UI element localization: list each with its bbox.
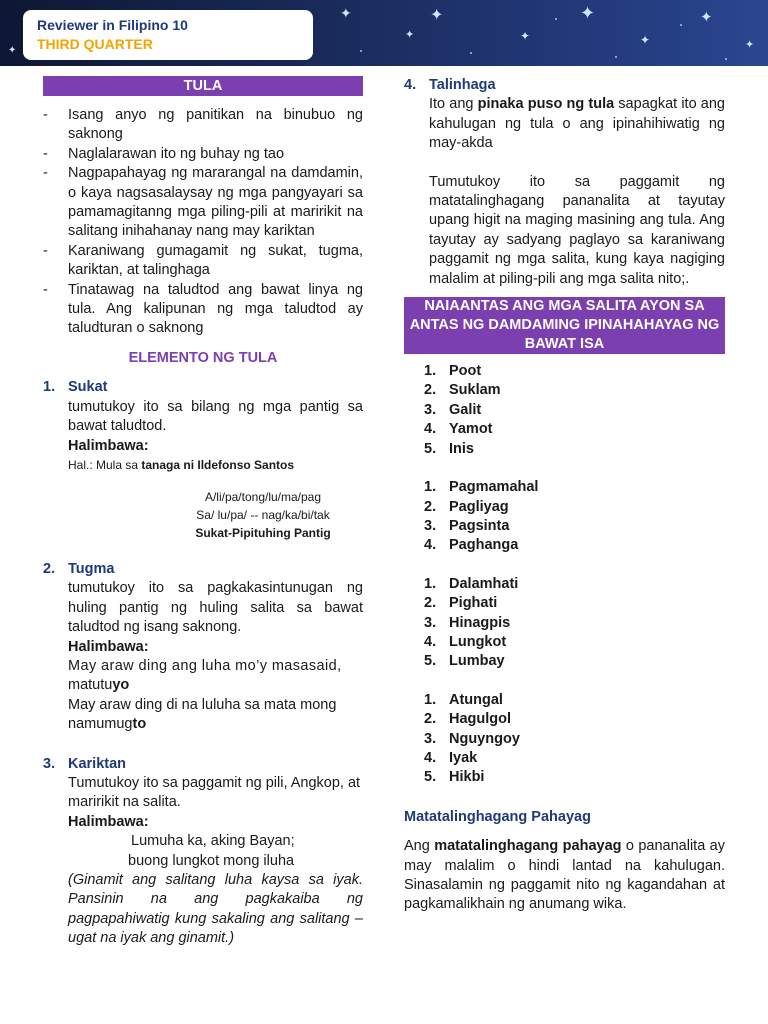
talinhaga-p1-start: Ito ang <box>429 96 478 113</box>
tugma-heading <box>43 560 363 579</box>
halimbawa-label: Halimbawa: <box>68 437 149 454</box>
talinhaga-p1 <box>404 95 725 153</box>
right-column <box>404 76 725 915</box>
sukat-line-3: Sukat-Pipituhing Pantig <box>195 525 331 540</box>
tugma-rhyme-2: to <box>132 716 147 733</box>
document-title: Reviewer in Filipino 10 <box>37 17 188 33</box>
bullet-item: - Naglalarawan ito ng buhay ng tao <box>43 145 363 164</box>
quarter-label: THIRD QUARTER <box>37 36 153 52</box>
mat-start: Ang <box>404 838 435 855</box>
list-item: 3. Galit <box>424 401 482 418</box>
bullet-item: - Isang anyo ng panitikan na binubuo ng saknong <box>43 106 363 145</box>
star-icon: ✦ <box>640 33 651 47</box>
emotion-group-2 <box>404 478 725 556</box>
list-item: 2. Hagulgol <box>424 711 512 728</box>
item-title: Tugma <box>68 560 115 577</box>
star-icon: ✦ <box>745 39 755 51</box>
sukat-line-1: A/li/pa/tong/lu/ma/pag <box>204 489 322 504</box>
kariktan-note: (Ginamit ang salitang luha kaysa sa iyak. Pansinin na ang pagkakaiba ng pagpapahiwatig kung sakaling ang salitang –ugat na iyak ang ginamit.) <box>68 872 363 947</box>
star-dot <box>555 18 557 20</box>
tugma-text: tumutukoy ito sa pagkakasintunugan ng huling pantig ng huling salita sa bawat taludtod ng isang saknong. <box>68 580 363 636</box>
antas-heading: NAIAANTAS ANG MGA SALITA AYON SA ANTAS NG DAMDAMING IPINAHAHAYAG NG BAWAT ISA <box>404 297 725 354</box>
talinhaga-p1-end: sapagkat ito ang kahulugan ng tula o ang ipinahihiwatig ng may-akda <box>429 96 725 152</box>
star-icon: ✦ <box>520 29 531 43</box>
star-dot <box>725 58 727 60</box>
talinhaga-heading <box>404 76 725 95</box>
list-item: 4. Paghanga <box>424 537 519 554</box>
tugma-example-1b <box>43 676 363 695</box>
sukat-section <box>43 378 363 542</box>
item-number: 3. <box>43 755 56 772</box>
star-dot <box>615 56 617 58</box>
title-card <box>23 10 313 60</box>
emotion-lists <box>404 362 725 788</box>
kariktan-heading <box>43 755 363 774</box>
talinhaga-section <box>404 76 725 289</box>
item-title: Kariktan <box>68 755 127 772</box>
kariktan-text: Tumutukoy ito sa paggamit ng pili, Angkop, at maririkit na salita. <box>68 774 361 811</box>
star-icon: ✦ <box>430 7 444 24</box>
item-number: 4. <box>404 77 417 93</box>
emotion-group-1 <box>404 362 725 459</box>
mat-emphasis: matatalinghagang pahayag <box>434 838 622 855</box>
elemento-heading: ELEMENTO NG TULA <box>128 349 278 366</box>
star-icon: ✦ <box>8 45 17 56</box>
item-title: Sukat <box>68 379 108 396</box>
star-icon: ✦ <box>700 9 713 26</box>
emotion-group-4 <box>404 691 725 788</box>
list-item: 1. Dalamhati <box>424 575 519 592</box>
matalinghaga-heading: Matatalinghagang Pahayag <box>404 808 591 825</box>
star-dot <box>360 50 362 52</box>
emotion-group-3 <box>404 575 725 672</box>
list-item: 1. Pagmamahal <box>424 479 539 496</box>
list-item: 2. Pighati <box>424 595 498 612</box>
tugma-ex1b-text: matutu <box>68 677 113 694</box>
item-title: Talinhaga <box>429 77 496 93</box>
tugma-section <box>43 560 363 735</box>
list-item: 2. Pagliyag <box>424 498 509 515</box>
list-item: 3. Hinagpis <box>424 614 511 631</box>
list-item: 2. Suklam <box>424 382 501 399</box>
list-item: 1. Atungal <box>424 691 503 708</box>
left-column <box>43 76 363 949</box>
matalinghaga-text <box>404 837 725 915</box>
talinhaga-p1-emphasis: pinaka puso ng tula <box>477 96 615 113</box>
sukat-heading <box>43 378 363 397</box>
kariktan-section <box>43 755 363 949</box>
tula-bullets <box>43 106 363 339</box>
sukat-line-2: Sa/ lu/pa/ -- nag/ka/bi/tak <box>196 507 330 522</box>
list-item: 3. Nguyngoy <box>424 730 520 747</box>
halimbawa-label: Halimbawa: <box>68 813 149 830</box>
list-item: 5. Lumbay <box>424 653 505 670</box>
hal-prefix: Hal.: Mula sa <box>68 457 142 472</box>
tugma-rhyme-1: yo <box>112 677 130 694</box>
tugma-example-2a: May araw ding di na luluha sa mata mong <box>68 696 337 713</box>
bullet-item: - Karaniwang gumagamit ng sukat, tugma, kariktan, at talinghaga <box>43 242 363 281</box>
header-banner <box>0 0 768 66</box>
hal-source-name: tanaga ni Ildefonso Santos <box>141 457 295 472</box>
star-icon: ✦ <box>580 3 596 23</box>
kariktan-example-2: buong lungkot mong iluha <box>128 852 295 869</box>
halimbawa-label: Halimbawa: <box>68 638 149 655</box>
star-dot <box>680 24 682 26</box>
list-item: 5. Inis <box>424 440 474 457</box>
list-item: 3. Pagsinta <box>424 517 510 534</box>
tugma-ex2b-text: namumug <box>68 716 133 733</box>
tula-heading: TULA <box>43 76 363 96</box>
star-icon: ✦ <box>340 5 352 21</box>
tugma-example-2b <box>43 715 363 734</box>
star-icon: ✦ <box>405 29 415 41</box>
list-item: 4. Lungkot <box>424 633 507 650</box>
bullet-item: - Tinatawag na taludtod ang bawat linya ng tula. Ang kalipunan ng mga taludtod ay taludturan o saknong <box>43 281 363 339</box>
kariktan-example-1: Lumuha ka, aking Bayan; <box>131 833 295 850</box>
item-number: 2. <box>43 560 56 577</box>
tugma-example-1a: May araw ding ang luha mo’y masasaid, <box>68 657 342 674</box>
hal-source <box>43 456 363 474</box>
item-number: 1. <box>43 379 56 396</box>
list-item: 1. Poot <box>424 363 482 380</box>
talinhaga-p2: Tumutukoy ito sa paggamit ng matatalinghagang pananalita at tayutay upang higit na maging masining ang tula. Ang tayutay ay sadyang paglayo sa karaniwang paggamit ng mga salita, kung kaya nagiging malalim at piling-pili ang mga salita nito;. <box>429 173 725 287</box>
list-item: 4. Yamot <box>424 421 493 438</box>
sukat-text: tumutukoy ito sa bilang ng mga pantig sa bawat taludtod. <box>68 398 363 435</box>
list-item: 4. Iyak <box>424 749 478 766</box>
star-dot <box>470 52 472 54</box>
list-item: 5. Hikbi <box>424 769 485 786</box>
bullet-item: - Nagpapahayag ng mararangal na damdamin, o kaya nagsasalaysay ng mga pangyayari sa pamamagitanng mga piling-pili at maririkit na salitang inihahanay nang may kariktan <box>43 164 363 242</box>
mat-end: o pananalita ay may malalim o hindi lantad na kahulugan. Sinasalamin ng paggamit nito ng kagandahan at pagkamalikhain ng anumang wika. <box>404 838 725 913</box>
